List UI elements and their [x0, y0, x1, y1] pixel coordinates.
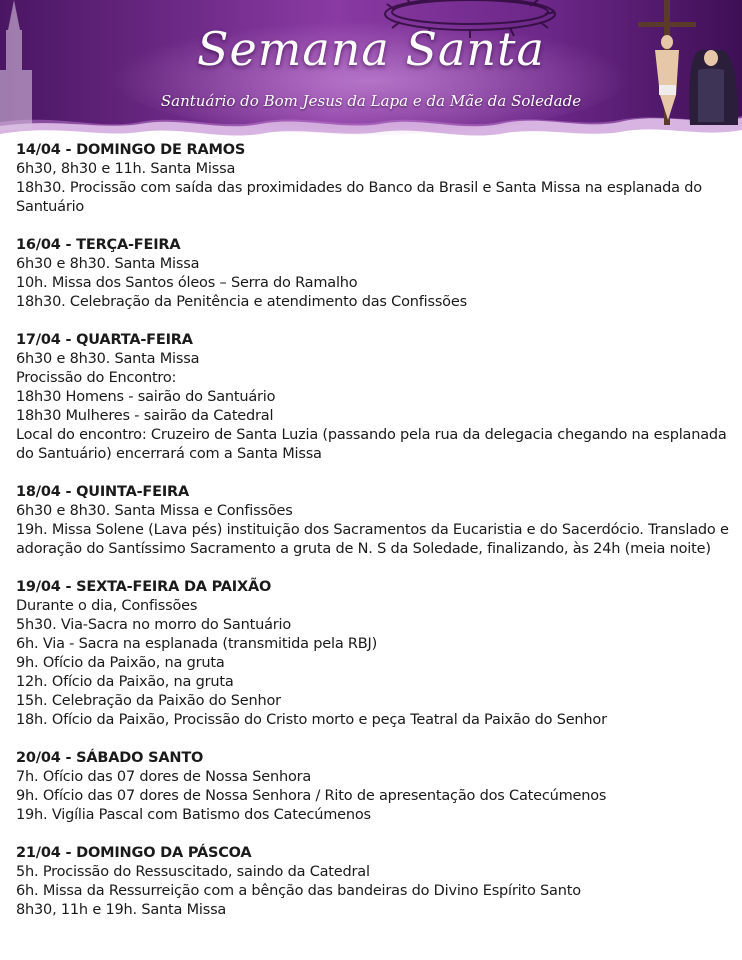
- day-section: [16, 749, 738, 825]
- schedule-line: 6h30 e 8h30. Santa Missa e Confissões: [16, 503, 293, 519]
- day-heading: 18/04 - QUINTA-FEIRA: [16, 484, 189, 500]
- page-title: Semana Santa: [197, 22, 545, 76]
- day-section: [16, 483, 738, 559]
- page-subtitle: Santuário do Bom Jesus da Lapa e da Mãe da Soledade: [160, 92, 582, 110]
- day-heading: 16/04 - TERÇA-FEIRA: [16, 237, 181, 253]
- schedule-line: 18h30 Mulheres - sairão da Catedral: [16, 408, 274, 424]
- schedule-line: 18h. Ofício da Paixão, Procissão do Cristo morto e peça Teatral da Paixão do Senhor: [16, 712, 607, 728]
- day-heading: 20/04 - SÁBADO SANTO: [16, 750, 204, 766]
- day-section: [16, 141, 738, 217]
- schedule-line: Local do encontro: Cruzeiro de Santa Luzia (passando pela rua da delegacia chegando na esplanada do Santuário) encerrará com a Santa Missa: [16, 427, 727, 462]
- schedule-line: 6h30, 8h30 e 11h. Santa Missa: [16, 161, 236, 177]
- schedule: [16, 141, 738, 939]
- schedule-line: 18h30. Procissão com saída das proximidades do Banco da Brasil e Santa Missa na esplanada do Santuário: [16, 180, 702, 215]
- schedule-line: Durante o dia, Confissões: [16, 598, 198, 614]
- schedule-line: 6h30 e 8h30. Santa Missa: [16, 256, 200, 272]
- schedule-line: 5h30. Via-Sacra no morro do Santuário: [16, 617, 292, 633]
- schedule-line: 7h. Ofício das 07 dores de Nossa Senhora: [16, 769, 312, 785]
- schedule-line: 15h. Celebração da Paixão do Senhor: [16, 693, 281, 709]
- schedule-line: 8h30, 11h e 19h. Santa Missa: [16, 902, 227, 918]
- schedule-line: 10h. Missa dos Santos óleos – Serra do Ramalho: [16, 275, 358, 291]
- day-section: [16, 578, 738, 730]
- schedule-line: Procissão do Encontro:: [16, 370, 177, 386]
- day-section: [16, 331, 738, 464]
- schedule-line: 5h. Procissão do Ressuscitado, saindo da Catedral: [16, 864, 370, 880]
- day-heading: 19/04 - SEXTA-FEIRA DA PAIXÃO: [16, 579, 272, 595]
- day-heading: 17/04 - QUARTA-FEIRA: [16, 332, 193, 348]
- schedule-line: 12h. Ofício da Paixão, na gruta: [16, 674, 234, 690]
- day-section: [16, 236, 738, 312]
- day-heading: 21/04 - DOMINGO DA PÁSCOA: [16, 845, 252, 861]
- day-heading: 14/04 - DOMINGO DE RAMOS: [16, 142, 246, 158]
- header-banner: [0, 0, 742, 140]
- schedule-line: 9h. Ofício da Paixão, na gruta: [16, 655, 225, 671]
- schedule-line: 6h. Missa da Ressurreição com a bênção das bandeiras do Divino Espírito Santo: [16, 883, 581, 899]
- schedule-line: 9h. Ofício das 07 dores de Nossa Senhora / Rito de apresentação dos Catecúmenos: [16, 788, 607, 804]
- schedule-line: 19h. Missa Solene (Lava pés) instituição dos Sacramentos da Eucaristia e do Sacerdócio. Translado e adoração do Santíssimo Sacramento a gruta de N. S da Soledade, finalizando, às 24h (meia noite): [16, 522, 729, 557]
- day-section: [16, 844, 738, 920]
- schedule-line: 6h. Via - Sacra na esplanada (transmitida pela RBJ): [16, 636, 378, 652]
- schedule-line: 6h30 e 8h30. Santa Missa: [16, 351, 200, 367]
- schedule-line: 18h30 Homens - sairão do Santuário: [16, 389, 276, 405]
- schedule-line: 19h. Vigília Pascal com Batismo dos Catecúmenos: [16, 807, 371, 823]
- schedule-line: 18h30. Celebração da Penitência e atendimento das Confissões: [16, 294, 467, 310]
